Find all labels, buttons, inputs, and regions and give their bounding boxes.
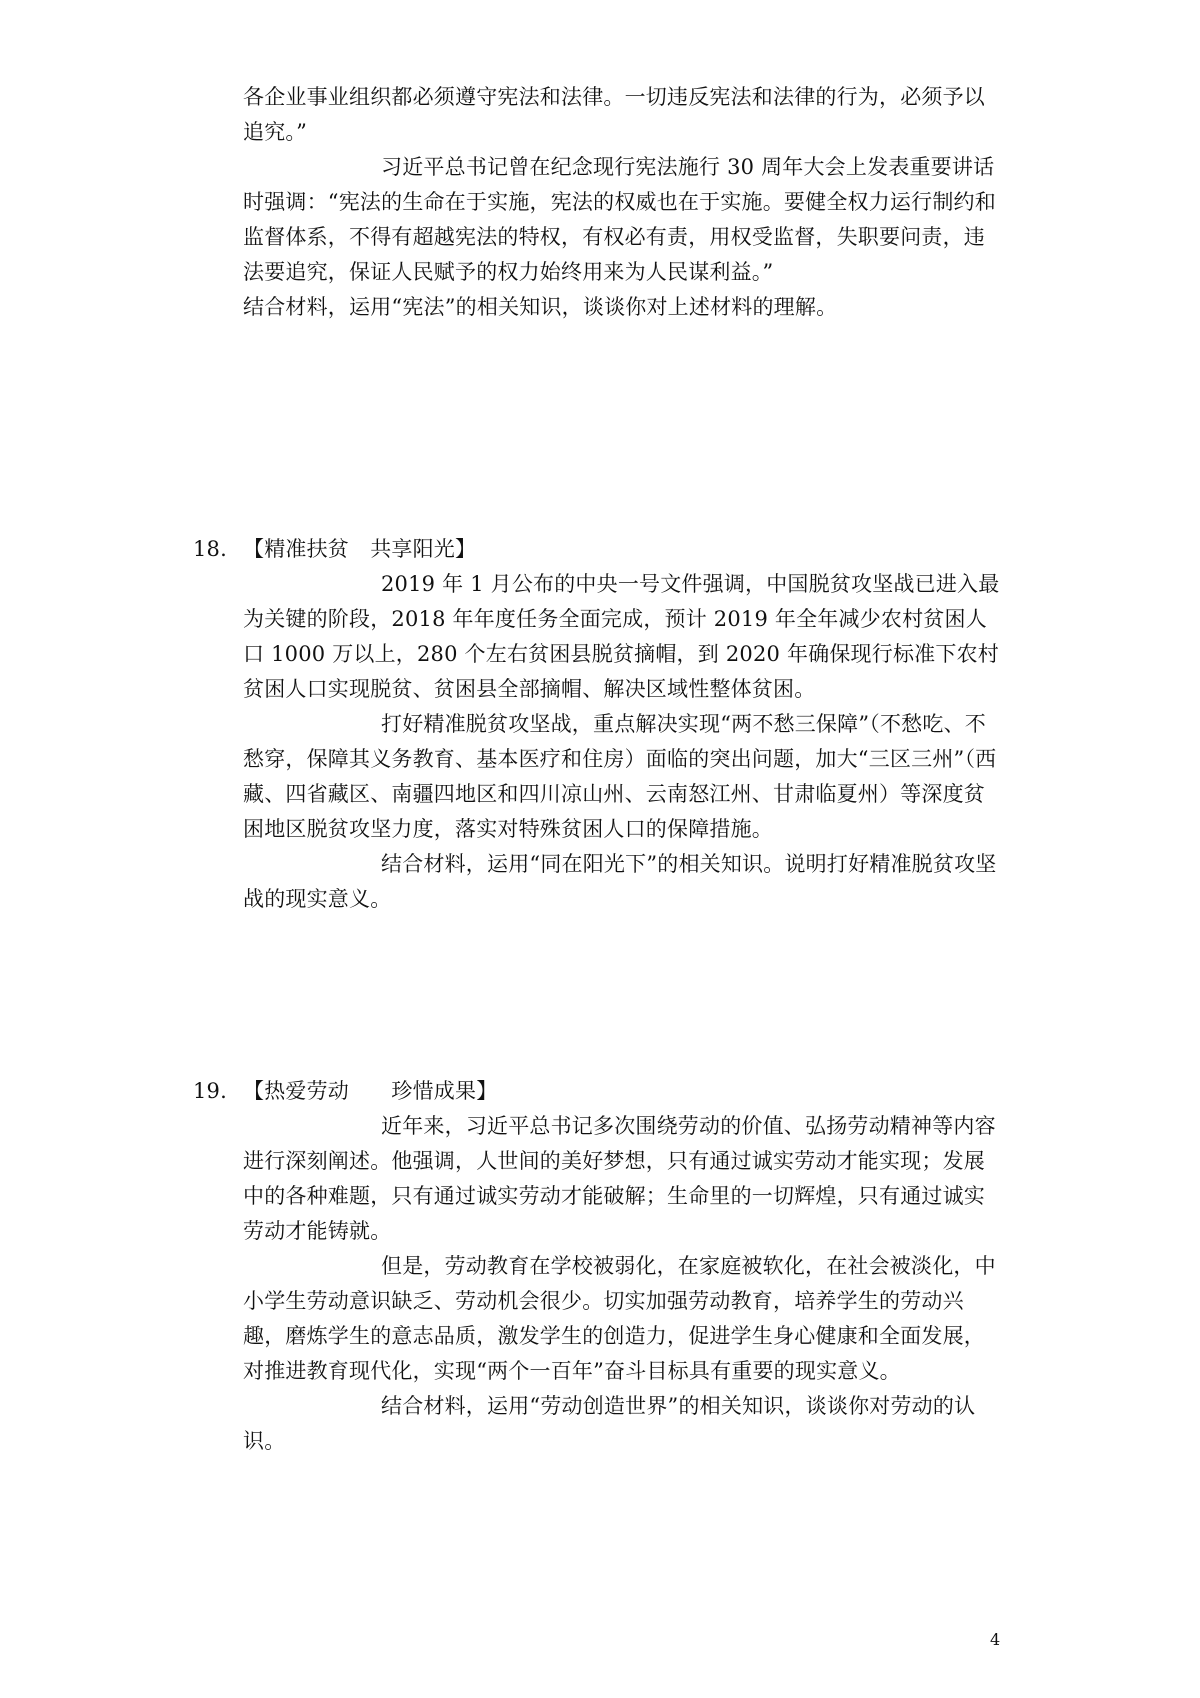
- question-heading: [193, 532, 1003, 567]
- paragraph: 2019 年 1 月公布的中央一号文件强调，中国脱贫攻坚战已进入最为关键的阶段，2018 年年度任务全面完成，预计 2019 年全年减少农村贫困人口 1000 万以上，280 个左右贫困县脱贫摘帽，到 2020 年确保现行标准下农村贫困人口实现脱贫、贫困县全部摘帽、解决区域性整体贫困。: [243, 572, 1000, 701]
- question-title: 【精准扶贫 共享阳光】: [243, 537, 477, 561]
- paragraph: 近年来，习近平总书记多次围绕劳动的价值、弘扬劳动精神等内容进行深刻阐述。他强调，人世间的美好梦想，只有通过诚实劳动才能实现；发展中的各种难题，只有通过诚实劳动才能破解；生命里的一切辉煌，只有通过诚实劳动才能铸就。: [243, 1114, 996, 1243]
- question-19: [193, 1074, 1003, 1459]
- paragraph: 打好精准脱贫攻坚战，重点解决实现“两不愁三保障”（不愁吃、不愁穿，保障其义务教育、基本医疗和住房）面临的突出问题，加大“三区三州”（西藏、四省藏区、南疆四地区和四川凉山州、云南怒江州、甘肃临夏州）等深度贫困地区脱贫攻坚力度，落实对特殊贫困人口的保障措施。: [243, 712, 997, 841]
- paragraph: 但是，劳动教育在学校被弱化，在家庭被软化，在社会被淡化，中小学生劳动意识缺乏、劳动机会很少。切实加强劳动教育，培养学生的劳动兴趣，磨炼学生的意志品质，激发学生的创造力，促进学生身心健康和全面发展，对推进教育现代化，实现“两个一百年”奋斗目标具有重要的现实意义。: [243, 1254, 996, 1383]
- instruction-text: 结合材料，运用“同在阳光下”的相关知识。说明打好精准脱贫攻坚战的现实意义。: [243, 852, 997, 911]
- question-heading: [193, 1074, 1003, 1109]
- question-number: 18.: [193, 537, 227, 561]
- paragraph: 各企业事业组织都必须遵守宪法和法律。一切违反宪法和法律的行为，必须予以追究。”: [243, 85, 985, 144]
- page-number: 4: [990, 1630, 1001, 1649]
- question-18: [193, 532, 1003, 917]
- question-number: 19.: [193, 1079, 227, 1103]
- instruction-text: 结合材料，运用“劳动创造世界”的相关知识，谈谈你对劳动的认识。: [243, 1394, 976, 1453]
- question-title: 【热爱劳动 珍惜成果】: [243, 1079, 498, 1103]
- instruction-text: 结合材料，运用“宪法”的相关知识，谈谈你对上述材料的理解。: [243, 295, 838, 319]
- question-17-tail: [243, 80, 1003, 325]
- paragraph: 习近平总书记曾在纪念现行宪法施行 30 周年大会上发表重要讲话时强调：“宪法的生命在于实施，宪法的权威也在于实施。要健全权力运行制约和监督体系，不得有超越宪法的特权，有权必有责，用权受监督，失职要问责，违法要追究，保证人民赋予的权力始终用来为人民谋利益。”: [243, 155, 996, 284]
